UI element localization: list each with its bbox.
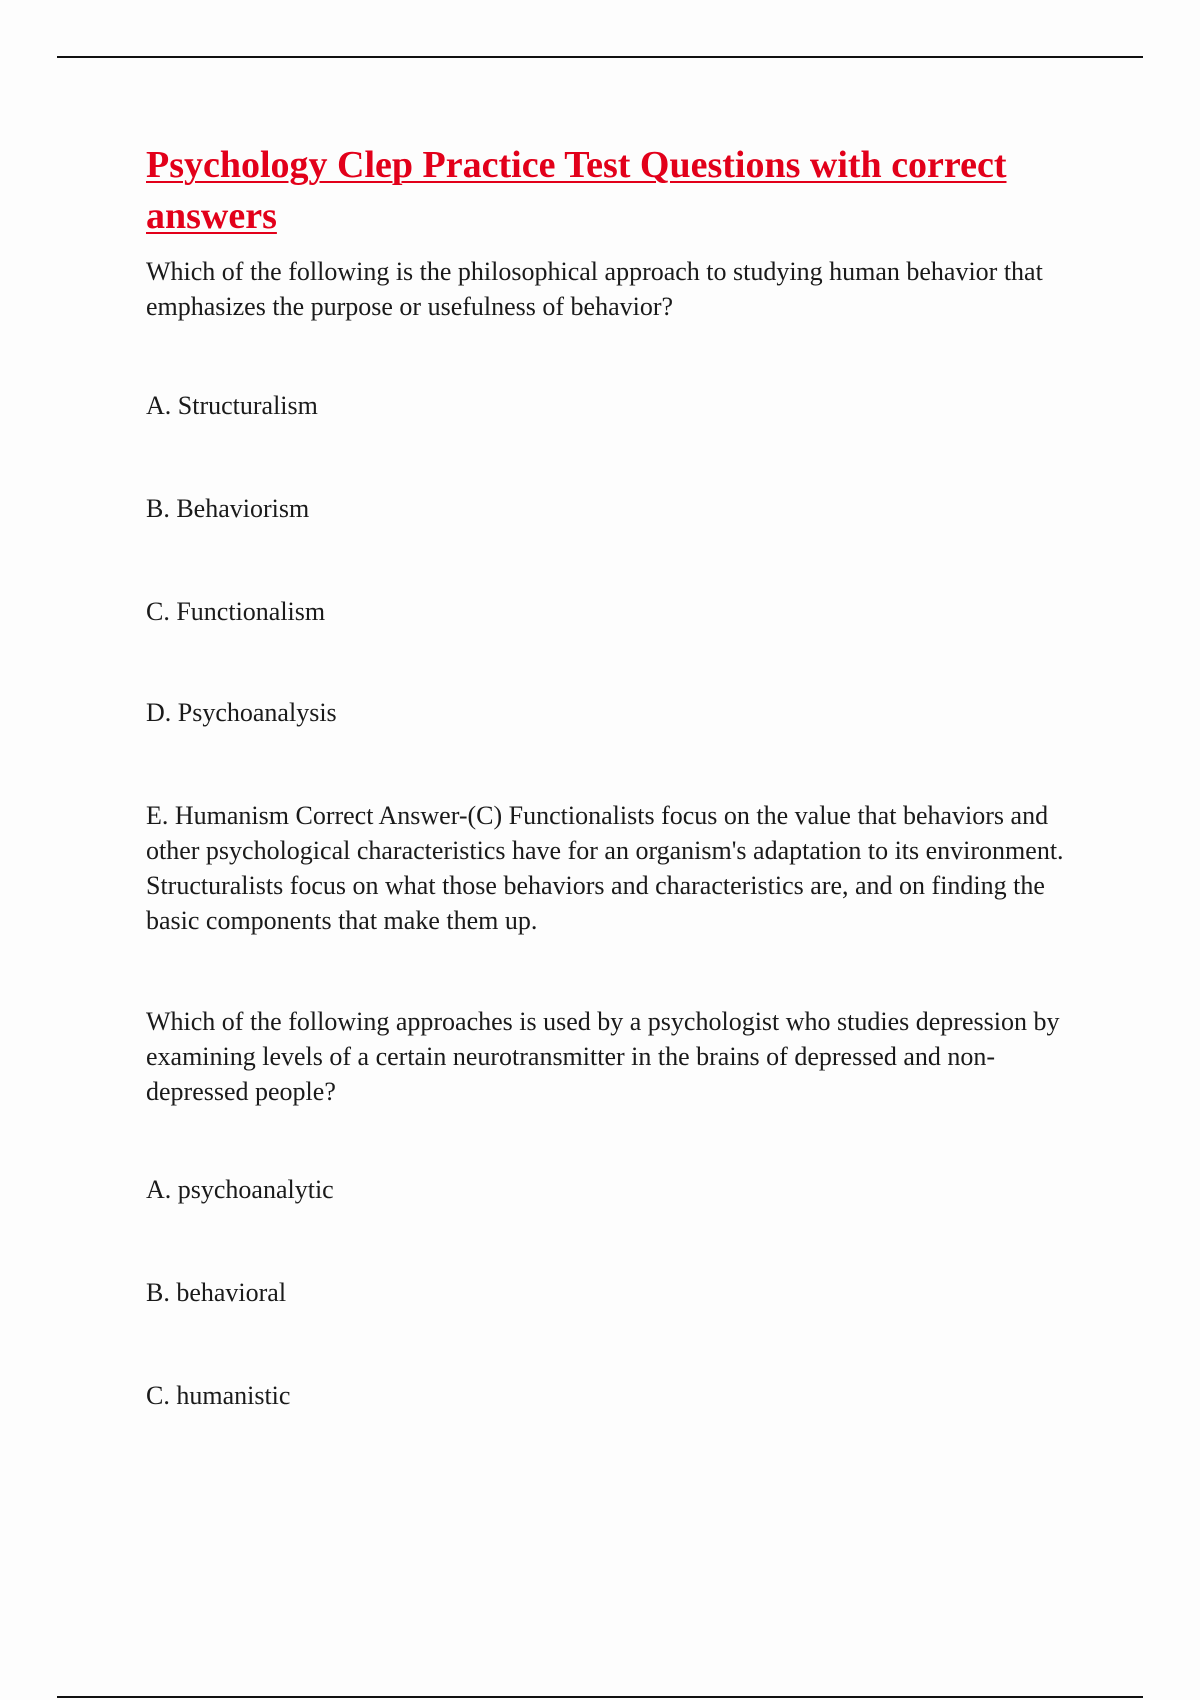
question-2-option-a: A. psychoanalytic <box>146 1175 334 1204</box>
question-1-option-c: C. Functionalism <box>146 597 326 626</box>
question-1-option-e-answer: E. Humanism Correct Answer-(C) Functionalists focus on the value that behaviors and other psychological characteristics have for an organism's adaptation to its environment. Structuralists focus on what those behaviors and characteristics are, and on finding the basic components that make them up. <box>146 801 1064 935</box>
question-1-option-a: A. Structuralism <box>146 391 318 420</box>
question-2-text: Which of the following approaches is used by a psychologist who studies depression by examining levels of a certain neurotransmitter in the brains of depressed and non-depressed people? <box>146 1007 1060 1106</box>
question-1-option-b: B. Behaviorism <box>146 494 310 523</box>
question-1-text: Which of the following is the philosophical approach to studying human behavior that emphasizes the purpose or usefulness of behavior? <box>146 257 1043 321</box>
document-body <box>146 140 1081 1413</box>
question-2-option-b: B. behavioral <box>146 1278 287 1307</box>
question-1-option-d: D. Psychoanalysis <box>146 698 337 727</box>
top-rule <box>57 56 1143 58</box>
bottom-rule <box>57 1696 1143 1698</box>
document-title: Psychology Clep Practice Test Questions with correct answers <box>146 144 1007 237</box>
question-2-option-c: C. humanistic <box>146 1381 291 1410</box>
